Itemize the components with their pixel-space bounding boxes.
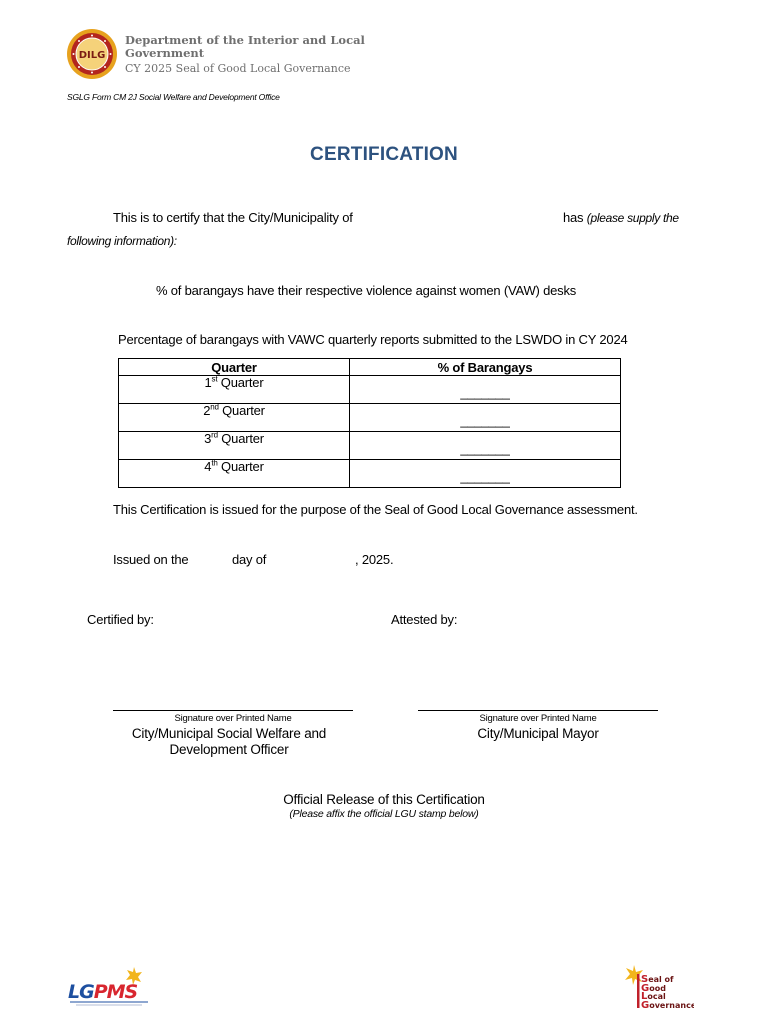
page-title: CERTIFICATION	[310, 144, 458, 165]
table-row	[119, 376, 621, 404]
signature-caption: Signature over Printed Name	[479, 713, 597, 724]
supply-note-cont: following information):	[67, 234, 177, 248]
signature-block-mayor	[418, 710, 658, 742]
table-caption: Percentage of barangays with VAWC quarterly reports submitted to the LSWDO in CY 2024	[118, 332, 628, 347]
col-header-quarter: Quarter	[119, 359, 350, 376]
certified-by-label: Certified by:	[87, 612, 154, 627]
percent-blank: _______	[350, 404, 621, 432]
issued-prefix: Issued on the	[113, 552, 189, 567]
signature-line	[113, 710, 353, 711]
department-name: Department of the Interior and Local Government	[125, 33, 365, 60]
signature-caption: Signature over Printed Name	[174, 713, 292, 724]
signatory-role: City/Municipal Mayor	[477, 726, 599, 741]
header-subtitle: CY 2025 Seal of Good Local Governance	[125, 62, 351, 75]
supply-note: (please supply the	[586, 211, 679, 225]
quarter-cell: 4th Quarter	[119, 460, 350, 488]
percent-blank: _______	[350, 460, 621, 488]
attested-by-label: Attested by:	[391, 612, 458, 627]
signatory-role: City/Municipal Social Welfare and	[131, 726, 327, 741]
signatory-role-cont: Development Officer	[169, 742, 289, 757]
table-row	[119, 432, 621, 460]
svg-text:LGPMS: LGPMS	[68, 981, 138, 1003]
release-note: (Please affix the official LGU stamp below)	[289, 808, 479, 820]
has-word: has	[563, 210, 584, 225]
col-header-percent: % of Barangays	[350, 359, 621, 376]
quarter-cell: 3rd Quarter	[119, 432, 350, 460]
certify-lead: This is to certify that the City/Municipality of	[113, 210, 353, 225]
dilg-seal-logo	[66, 28, 118, 80]
svg-text:Good: Good	[641, 983, 666, 994]
certify-has	[563, 210, 679, 225]
lgpms-logo	[66, 966, 152, 1010]
issued-year: , 2025.	[355, 552, 394, 567]
table-row	[119, 404, 621, 432]
header-text	[125, 34, 385, 76]
seal-text: DILG	[78, 50, 106, 61]
vaw-desks-text: % of barangays have their respective violence against women (VAW) desks	[156, 283, 577, 298]
issued-day-of: day of	[232, 552, 267, 567]
table-row	[119, 460, 621, 488]
svg-text:Governance: Governance	[641, 1000, 694, 1011]
signature-block-swdo	[113, 710, 353, 758]
signature-line	[418, 710, 658, 711]
table-header-row	[119, 359, 621, 376]
quarter-table	[118, 358, 621, 488]
percent-blank: _______	[350, 432, 621, 460]
sglg-logo	[624, 962, 694, 1012]
quarter-cell: 2nd Quarter	[119, 404, 350, 432]
form-id: SGLG Form CM 2J Social Welfare and Development Office	[67, 92, 280, 102]
release-title: Official Release of this Certification	[283, 792, 485, 807]
svg-text:Local: Local	[641, 991, 666, 1002]
svg-text:Seal of: Seal of	[641, 974, 674, 985]
purpose-text: This Certification is issued for the purpose of the Seal of Good Local Governance assessment.	[113, 502, 638, 517]
quarter-cell: 1st Quarter	[119, 376, 350, 404]
percent-blank: _______	[350, 376, 621, 404]
